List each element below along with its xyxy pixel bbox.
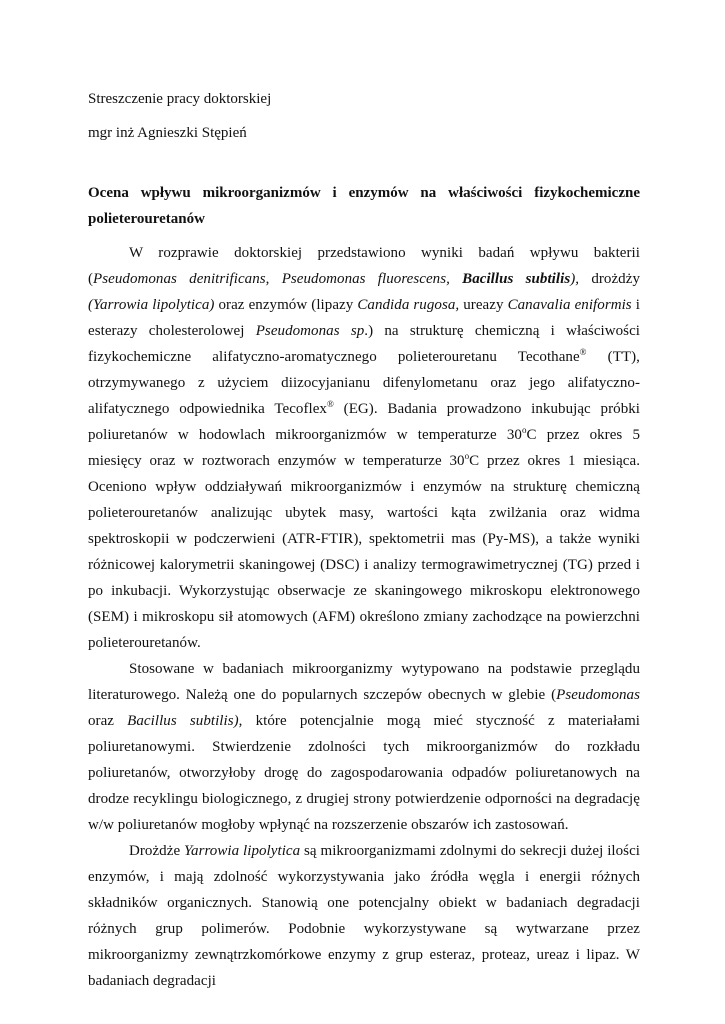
italic-term: Yarrowia lipolytica (184, 843, 301, 859)
text-run: drożdży (579, 271, 640, 287)
text-run: C przez okres 5 miesięcy oraz w roztworach enzymów w temperaturze 30 (88, 427, 641, 469)
italic-term: Candida rugosa, (357, 297, 460, 313)
superscript: o (464, 451, 470, 461)
text-run: .) na strukturę chemiczną i właściwości fizykochemiczne alifatyczno-aromatycznego polieterouretanu Tecothane (88, 323, 640, 365)
text-run: są mikroorganizmami zdolnymi do sekrecji dużej ilości enzymów, i mają zdolność wykorzystywania jako źródła węgla i energii różnych składników organicznych. Stanowią one potencjalny obiekt w badaniach degradacji różnych grup polimerów. Podobnie wykorzystywane są wytwarzane przez mikroorganizmy zewnątrzkomórkowe enzymy z grup esteraz, proteaz, ureaz i lipaz. W badaniach degradacji (88, 843, 640, 989)
italic-term: Pseudomonas fluorescens, (281, 271, 463, 287)
italic-term: Bacillus subtilis (462, 271, 571, 287)
thesis-title: Ocena wpływu mikroorganizmów i enzymów na właściwości fizykochemiczne polieterouretanów (88, 185, 640, 227)
italic-term: Pseudomonas sp (255, 323, 365, 339)
document-page (88, 86, 640, 994)
text-run: C przez okres 1 miesiąca. Oceniono wpływ oddziaływań mikroorganizmów i enzymów na strukturę chemiczną polieterouretanów analizując ubytek masy, wartości kąta zwilżania oraz widma spektroskopii w podczerwieni (ATR-FTIR), spektometrii mas (Py-MS), a także wyniki różnicowej kalorymetrii skaningowej (DSC) i analizy termograwimetrycznej (TG) przed i po inkubacji. Wykorzystując obserwacje ze skaningowego mikroskopu elektronowego (SEM) i mikroskopu sił atomowych (AFM) określono zmiany zachodzące na powierzchni polieterouretanów. (88, 453, 641, 651)
paragraph-2 (88, 656, 640, 838)
italic-term: Bacillus subtilis) (127, 713, 239, 729)
text-run: (EG). Badania prowadzono inkubując próbki poliuretanów w hodowlach mikroorganizmów w temperaturze 30 (88, 401, 641, 443)
text-run: i esterazy cholesterolowej (88, 297, 640, 339)
text-run: , które potencjalnie mogą mieć styczność z materiałami poliuretanowymi. Stwierdzenie zdolności tych mikroorganizmów do rozkładu poliuretanów, otworzyłoby drogę do zagospodarowania odpadów poliuretanowych na drodze recyklingu biologicznego, z drugiej strony potwierdzenie odporności na degradację w/w poliuretanów mogłoby wpłynąć na rozszerzenie obszarów ich zastosowań. (88, 713, 641, 833)
text-run: oraz (88, 713, 128, 729)
document-type-line: Streszczenie pracy doktorskiej (88, 91, 272, 107)
italic-term: ), (570, 271, 580, 287)
text-run: W rozprawie doktorskiej przedstawiono wyniki badań wpływu bakterii ( (88, 245, 640, 287)
superscript: o (521, 425, 527, 435)
text-run: Drożdże (129, 843, 185, 859)
text-run: oraz enzymów (lipazy (214, 297, 358, 313)
paragraph-1 (88, 240, 640, 656)
text-run: (TT), otrzymywanego z użyciem diizocyjanianu difenylometanu oraz jego alifatyczno-alifatycznego odpowiednika Tecoflex (88, 349, 640, 417)
italic-term: Pseudomonas denitrificans (93, 271, 266, 287)
author-line: mgr inż Agnieszki Stępień (88, 125, 247, 141)
paragraph-3 (88, 838, 640, 994)
text-run: ureazy (459, 297, 508, 313)
superscript: ® (326, 399, 334, 409)
italic-term: Canavalia eniformis (507, 297, 632, 313)
italic-term: Pseudomonas (556, 687, 640, 703)
superscript: ® (579, 347, 587, 357)
italic-term: (Yarrowia lipolytica) (88, 297, 215, 313)
text-run: Stosowane w badaniach mikroorganizmy wytypowano na podstawie przeglądu literaturowego. Należą one do popularnych szczepów obecnych w glebie ( (88, 661, 640, 703)
text-run: , (265, 271, 282, 287)
